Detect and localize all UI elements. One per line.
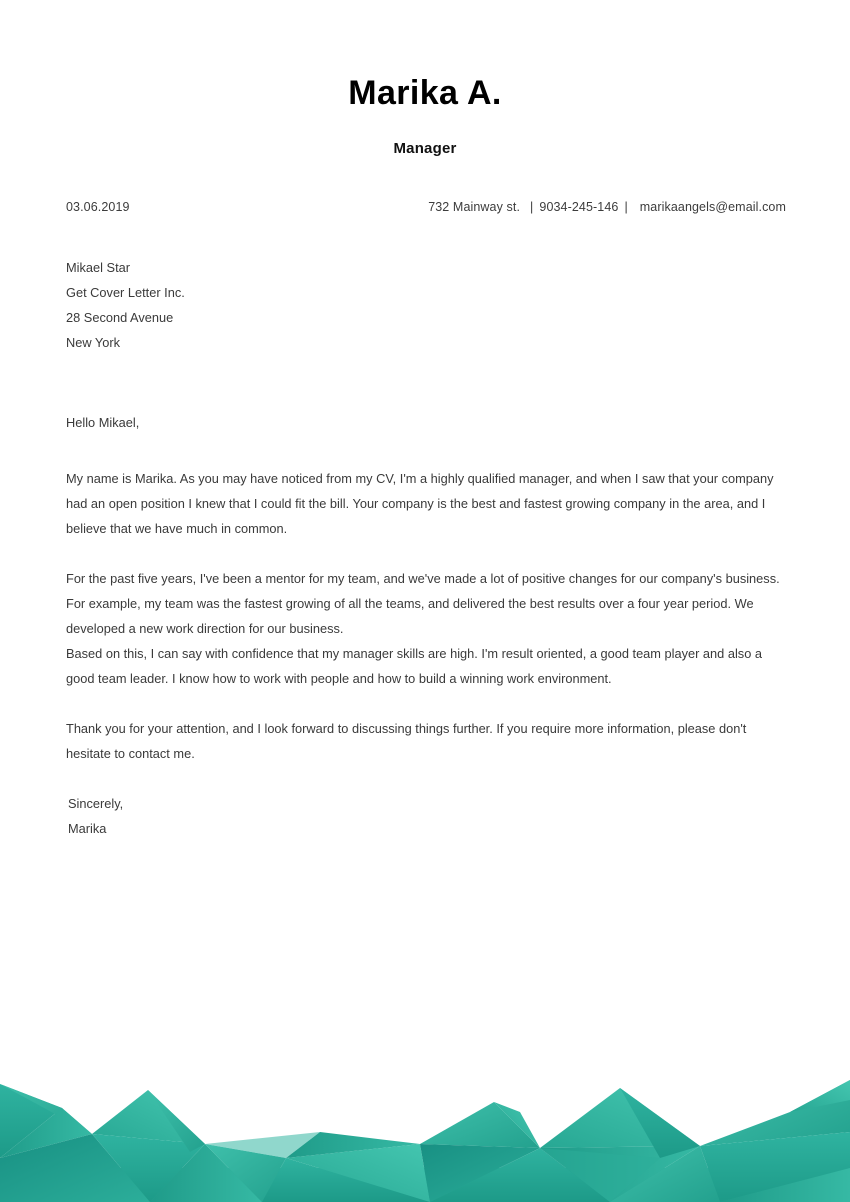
signature-name: Marika	[68, 821, 107, 836]
contact-separator-1: |	[530, 200, 534, 214]
signature-block	[68, 791, 784, 841]
contact-phone: 9034-245-146	[539, 200, 619, 214]
recipient-city: New York	[66, 335, 121, 350]
letter-meta-row	[66, 200, 786, 214]
contact-email: marikaangels@email.com	[639, 200, 786, 214]
contact-address: 732 Mainway st.	[428, 200, 521, 214]
contact-details	[428, 200, 786, 214]
applicant-name: Marika A.	[348, 74, 502, 112]
body-paragraph-2: For the past five years, I've been a mentor for my team, and we've made a lot of positive changes for our company's business. For example, my team was the fastest growing of all the teams, and delivered the best results over a four year period. We developed a new work direction for our business.	[66, 571, 780, 636]
applicant-job-title: Manager	[393, 140, 457, 157]
body-paragraph-3: Based on this, I can say with confidence that my manager skills are high. I'm result oriented, a good team player and also a good team leader. I know how to work with people and how to build a winning work environment.	[66, 646, 762, 686]
low-poly-mountain-footer-graphic	[0, 1072, 850, 1202]
salutation: Hello Mikael,	[66, 415, 140, 430]
recipient-street: 28 Second Avenue	[66, 310, 174, 325]
body-paragraph-4: Thank you for your attention, and I look forward to discussing things further. If you require more information, please don't hesitate to contact me.	[66, 721, 747, 761]
body-paragraph-1: My name is Marika. As you may have noticed from my CV, I'm a highly qualified manager, and when I saw that your company had an open position I knew that I could fit the bill. Your company is the best and fastest growing company in the area, and I believe that we have much in common.	[66, 471, 774, 536]
recipient-company: Get Cover Letter Inc.	[66, 285, 185, 300]
letter-date: 03.06.2019	[66, 200, 130, 214]
contact-separator-2: |	[624, 200, 628, 214]
recipient-block	[66, 255, 185, 355]
letter-body	[66, 410, 784, 841]
signature-closing: Sincerely,	[68, 796, 124, 811]
letter-header	[0, 72, 850, 157]
recipient-name: Mikael Star	[66, 260, 131, 275]
